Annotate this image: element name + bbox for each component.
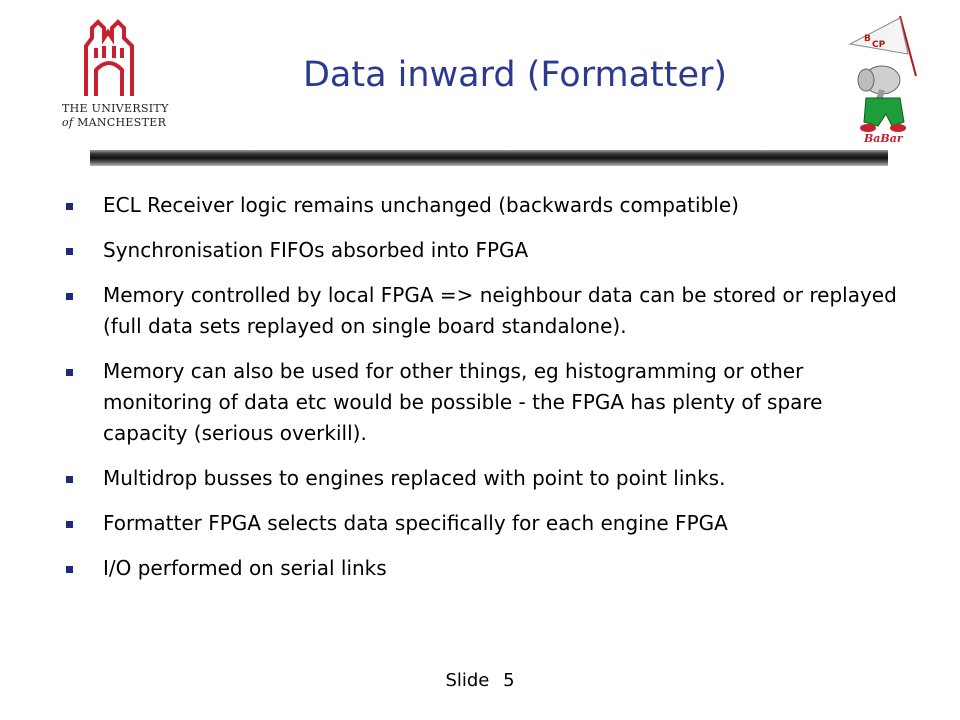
university-logo <box>62 18 168 138</box>
slide-number: 5 <box>503 670 515 691</box>
bullet-text: Memory controlled by local FPGA => neighbour data can be stored or replayed (full data sets replayed on single board standalone). <box>103 283 897 338</box>
bullet-item <box>66 553 906 584</box>
bullet-text: Memory can also be used for other things, eg histogramming or other monitoring of data etc would be possible - the FPGA has plenty of spare capacity (serious overkill). <box>103 359 823 445</box>
bullet-item <box>66 463 906 494</box>
bullet-square-icon <box>66 203 73 210</box>
bullet-square-icon <box>66 566 73 573</box>
university-of: of <box>62 116 74 129</box>
university-line1: THE UNIVERSITY <box>62 102 169 115</box>
university-line2: MANCHESTER <box>77 116 167 129</box>
bullet-item <box>66 508 906 539</box>
bullet-square-icon <box>66 476 73 483</box>
bullet-square-icon <box>66 293 73 300</box>
bullet-text: Synchronisation FIFOs absorbed into FPGA <box>103 238 529 262</box>
bullet-square-icon <box>66 369 73 376</box>
title-divider <box>90 150 888 166</box>
university-name <box>62 102 172 130</box>
bullet-square-icon <box>66 521 73 528</box>
bullet-text: I/O performed on serial links <box>103 556 387 580</box>
bullet-text: Formatter FPGA selects data specifically for each engine FPGA <box>103 511 728 535</box>
bullet-item <box>66 280 906 342</box>
slide-footer <box>0 670 960 691</box>
university-crest-icon <box>78 18 140 98</box>
bullet-item <box>66 235 906 266</box>
babar-logo-text: BaBar <box>864 132 903 145</box>
bullet-item <box>66 356 906 449</box>
bullet-square-icon <box>66 248 73 255</box>
svg-text:CP: CP <box>872 40 886 50</box>
babar-elephant-icon <box>842 14 926 146</box>
slide-label: Slide <box>445 670 490 691</box>
bullet-text: Multidrop busses to engines replaced with point to point links. <box>103 466 726 490</box>
bullet-item <box>66 190 906 221</box>
slide-title: Data inward (Formatter) <box>302 55 728 95</box>
svg-text:B: B <box>864 34 871 44</box>
bullet-list <box>66 190 906 598</box>
babar-logo <box>842 14 926 146</box>
bullet-text: ECL Receiver logic remains unchanged (backwards compatible) <box>103 193 739 217</box>
